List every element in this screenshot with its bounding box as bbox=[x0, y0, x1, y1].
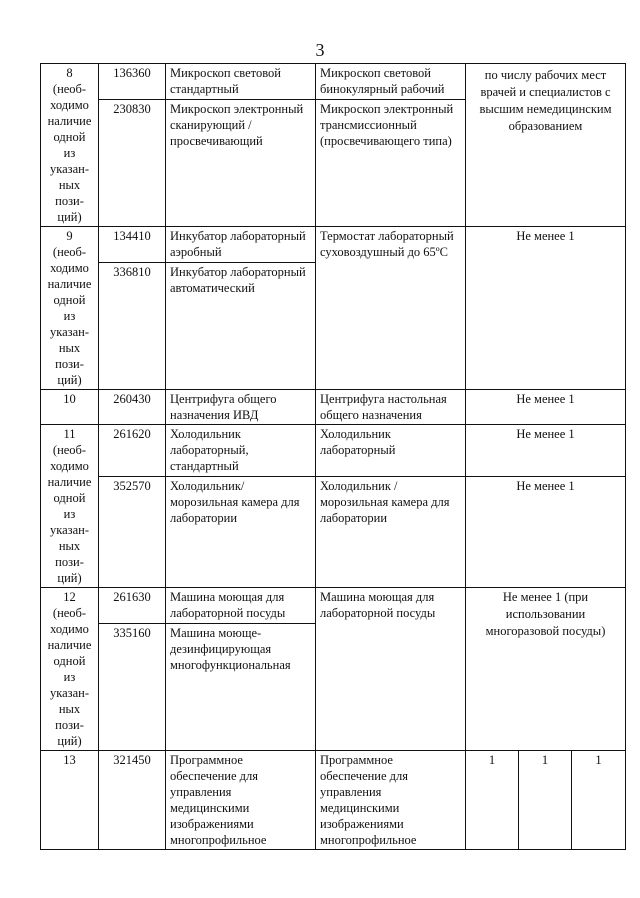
analog-cell: Машина моющая для лабораторной посуды bbox=[316, 588, 466, 751]
quantity-cell: 1 bbox=[519, 751, 572, 850]
row-number-cell: 9 (необ- ходимо наличие одной из указан- ных пози- ций) bbox=[41, 227, 99, 390]
row-number-cell: 8 (необ- ходимо наличие одной из указан- ных пози- ций) bbox=[41, 64, 99, 227]
name-cell: Микроскоп электронный сканирующий / просвечивающий bbox=[166, 99, 316, 226]
page-number: 3 bbox=[315, 40, 325, 60]
equipment-table bbox=[40, 63, 626, 850]
name-cell: Центрифуга общего назначения ИВД bbox=[166, 390, 316, 425]
table-row bbox=[41, 425, 626, 477]
row-number-cell: 10 bbox=[41, 390, 99, 425]
table-row bbox=[41, 64, 626, 100]
analog-cell: Холодильник / морозильная камера для лаборатории bbox=[316, 476, 466, 587]
code-cell: 335160 bbox=[99, 623, 166, 750]
analog-cell: Центрифуга настольная общего назначения bbox=[316, 390, 466, 425]
row-number-cell: 13 bbox=[41, 751, 99, 850]
analog-cell: Микроскоп световой бинокулярный рабочий bbox=[316, 64, 466, 100]
quantity-cell: по числу рабочих мест врачей и специалистов с высшим немедицинским образованием bbox=[466, 64, 626, 227]
table-row bbox=[41, 390, 626, 425]
name-cell: Машина моюще-дезинфицирующая многофункциональная bbox=[166, 623, 316, 750]
code-cell: 336810 bbox=[99, 262, 166, 389]
table-row bbox=[41, 588, 626, 624]
analog-cell: Микроскоп электронный трансмиссионный (просвечивающего типа) bbox=[316, 99, 466, 226]
table-row bbox=[41, 476, 626, 587]
code-cell: 134410 bbox=[99, 227, 166, 263]
table-row bbox=[41, 751, 626, 850]
analog-cell: Термостат лабораторный суховоздушный до 65ºС bbox=[316, 227, 466, 390]
quantity-cell: Не менее 1 bbox=[466, 227, 626, 390]
quantity-cell: Не менее 1 bbox=[466, 476, 626, 587]
name-cell: Программное обеспечение для управления медицинскими изображениями многопрофильное bbox=[166, 751, 316, 850]
code-cell: 230830 bbox=[99, 99, 166, 226]
code-cell: 136360 bbox=[99, 64, 166, 100]
row-number-cell: 11 (необ- ходимо наличие одной из указан- ных пози- ций) bbox=[41, 425, 99, 588]
name-cell: Инкубатор лабораторный автоматический bbox=[166, 262, 316, 389]
name-cell: Микроскоп световой стандартный bbox=[166, 64, 316, 100]
analog-cell: Холодильник лабораторный bbox=[316, 425, 466, 477]
name-cell: Машина моющая для лабораторной посуды bbox=[166, 588, 316, 624]
name-cell: Холодильник/ морозильная камера для лаборатории bbox=[166, 476, 316, 587]
table-row bbox=[41, 227, 626, 263]
row-number-cell: 12 (необ- ходимо наличие одной из указан- ных пози- ций) bbox=[41, 588, 99, 751]
quantity-cell: Не менее 1 (при использовании многоразовой посуды) bbox=[466, 588, 626, 751]
analog-cell: Программное обеспечение для управления медицинскими изображениями многопрофильное bbox=[316, 751, 466, 850]
code-cell: 261630 bbox=[99, 588, 166, 624]
quantity-cell: Не менее 1 bbox=[466, 425, 626, 477]
name-cell: Инкубатор лабораторный аэробный bbox=[166, 227, 316, 263]
code-cell: 260430 bbox=[99, 390, 166, 425]
code-cell: 261620 bbox=[99, 425, 166, 477]
code-cell: 352570 bbox=[99, 476, 166, 587]
quantity-cell: Не менее 1 bbox=[466, 390, 626, 425]
code-cell: 321450 bbox=[99, 751, 166, 850]
quantity-cell: 1 bbox=[572, 751, 626, 850]
quantity-cell: 1 bbox=[466, 751, 519, 850]
name-cell: Холодильник лабораторный, стандартный bbox=[166, 425, 316, 477]
